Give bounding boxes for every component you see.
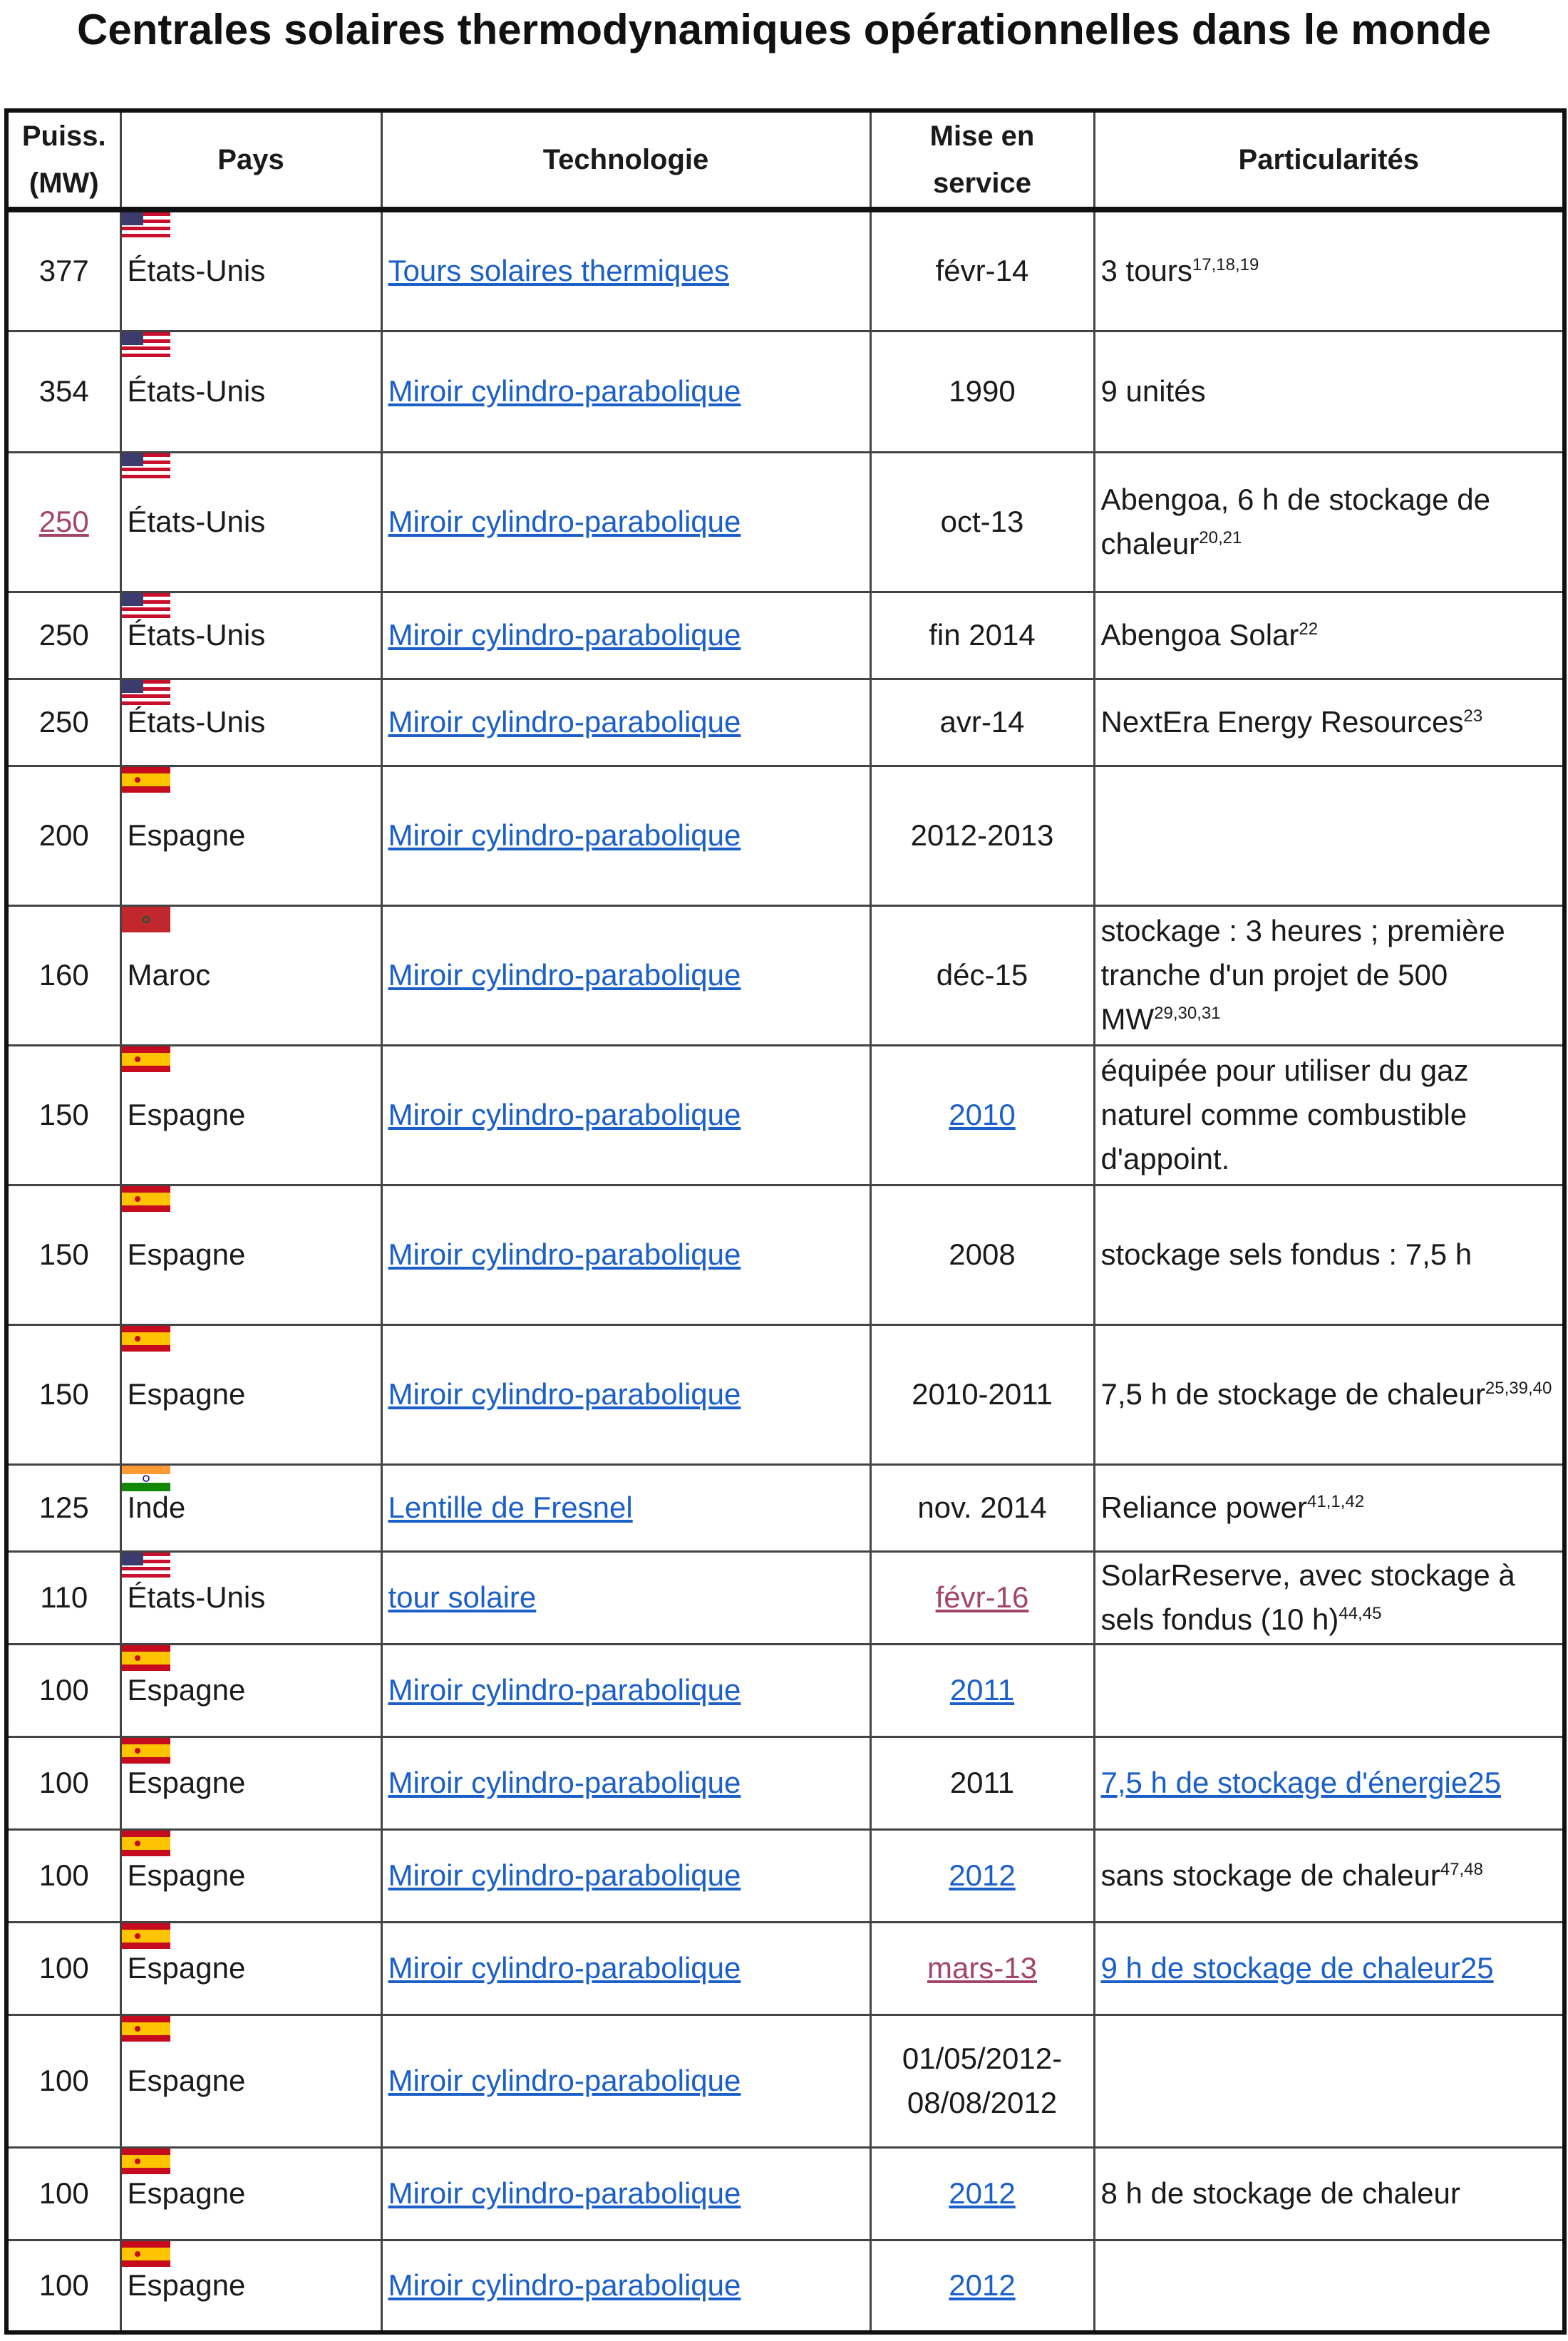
- cell-technology[interactable]: [381, 1829, 870, 1922]
- cell-power: 100: [6, 1829, 120, 1922]
- technology-link[interactable]: Miroir cylindro-parabolique: [388, 2176, 741, 2210]
- cell-country: [120, 1185, 381, 1324]
- country-name: États-Unis: [127, 374, 266, 408]
- cell-features: [1094, 452, 1564, 592]
- spain-flag-icon: [122, 1645, 170, 1671]
- spain-flag-icon: [122, 1186, 170, 1212]
- technology-link[interactable]: Miroir cylindro-parabolique: [388, 1858, 741, 1892]
- cell-features: [1094, 210, 1564, 331]
- features-text: 8 h de stockage de chaleur: [1100, 2176, 1460, 2210]
- table-row: [6, 2015, 1564, 2147]
- cell-power: 110: [6, 1551, 120, 1644]
- table-row: [6, 1464, 1564, 1551]
- power-link[interactable]: 250: [38, 505, 89, 538]
- cell-features: [1094, 1324, 1564, 1464]
- cell-power: 250: [6, 592, 120, 679]
- cell-commissioning: fin 2014: [870, 592, 1094, 679]
- technology-link[interactable]: tour solaire: [388, 1580, 537, 1614]
- morocco-flag-icon: [122, 907, 170, 932]
- country-name: Espagne: [127, 1673, 246, 1707]
- cell-features: [1094, 766, 1564, 905]
- us-flag-icon: [122, 332, 170, 358]
- country-name: Espagne: [127, 1377, 246, 1411]
- features-text: Abengoa Solar: [1100, 618, 1299, 652]
- cell-features: [1094, 2147, 1564, 2240]
- country-name: États-Unis: [127, 705, 266, 739]
- reference-superscript[interactable]: 29,30,31: [1154, 1004, 1221, 1023]
- features-text: NextEra Energy Resources: [1100, 705, 1464, 739]
- cell-technology[interactable]: [381, 1922, 870, 2015]
- reference-superscript[interactable]: 41,1,42: [1307, 1492, 1365, 1511]
- cell-country: [120, 1644, 381, 1737]
- cell-technology[interactable]: [381, 1185, 870, 1324]
- cell-features: [1094, 2015, 1564, 2147]
- cell-features[interactable]: [1094, 1737, 1564, 1829]
- spain-flag-icon: [122, 2241, 170, 2267]
- cell-commissioning: 01/05/2012-08/08/2012: [870, 2015, 1094, 2147]
- cell-technology[interactable]: [381, 679, 870, 766]
- cell-country: [120, 679, 381, 766]
- cell-power[interactable]: [6, 452, 120, 592]
- india-flag-icon: [122, 1466, 170, 1491]
- country-name: Espagne: [127, 1951, 246, 1985]
- features-text: Reliance power: [1100, 1491, 1307, 1524]
- cell-features: [1094, 1185, 1564, 1324]
- cell-features: [1094, 592, 1564, 679]
- cell-features: [1094, 1829, 1564, 1922]
- spain-flag-icon: [122, 1326, 170, 1352]
- country-name: États-Unis: [127, 505, 266, 538]
- features-text: 9 unités: [1100, 374, 1206, 408]
- cell-country: [120, 1829, 381, 1922]
- table-header-row: [6, 110, 1564, 210]
- cell-technology[interactable]: [381, 1644, 870, 1737]
- spain-flag-icon: [122, 2016, 170, 2042]
- spain-flag-icon: [122, 1831, 170, 1856]
- us-flag-icon: [122, 212, 170, 238]
- table-row: [6, 1829, 1564, 1922]
- cell-features[interactable]: [1094, 1922, 1564, 2015]
- cell-commissioning: oct-13: [870, 452, 1094, 592]
- reference-superscript[interactable]: 20,21: [1199, 528, 1242, 547]
- table-row: [6, 1922, 1564, 2015]
- cell-technology[interactable]: [381, 452, 870, 592]
- cell-commissioning[interactable]: [870, 1644, 1094, 1737]
- us-flag-icon: [122, 1553, 170, 1578]
- cell-power: 100: [6, 2240, 120, 2332]
- technology-link[interactable]: Miroir cylindro-parabolique: [388, 1098, 741, 1131]
- spain-flag-icon: [122, 1738, 170, 1764]
- cell-commissioning: 2012-2013: [870, 766, 1094, 905]
- cell-commissioning: 2010-2011: [870, 1324, 1094, 1464]
- spain-flag-icon: [122, 767, 170, 793]
- spain-flag-icon: [122, 1046, 170, 1072]
- cell-technology[interactable]: [381, 331, 870, 452]
- cell-power: 200: [6, 766, 120, 905]
- cell-country: [120, 331, 381, 452]
- us-flag-icon: [122, 680, 170, 706]
- table-row: [6, 766, 1564, 905]
- cell-country: [120, 905, 381, 1045]
- technology-link[interactable]: Miroir cylindro-parabolique: [388, 958, 741, 992]
- table-row: [6, 1551, 1564, 1644]
- cell-commissioning[interactable]: [870, 1922, 1094, 2015]
- technology-link[interactable]: Miroir cylindro-parabolique: [388, 505, 741, 538]
- technology-link[interactable]: Lentille de Fresnel: [388, 1491, 633, 1524]
- cell-country: [120, 2240, 381, 2332]
- country-name: Espagne: [127, 2176, 246, 2210]
- cell-features: [1094, 1551, 1564, 1644]
- cell-technology[interactable]: [381, 210, 870, 331]
- header-country: Pays: [120, 110, 381, 210]
- technology-link[interactable]: Miroir cylindro-parabolique: [388, 1377, 741, 1411]
- cell-country: [120, 1551, 381, 1644]
- cell-technology[interactable]: [381, 2015, 870, 2147]
- technology-link[interactable]: Miroir cylindro-parabolique: [388, 705, 741, 739]
- cell-power: 100: [6, 1922, 120, 2015]
- country-name: États-Unis: [127, 1580, 266, 1614]
- cell-power: 160: [6, 905, 120, 1045]
- date-link[interactable]: 2012: [949, 2268, 1016, 2303]
- country-name: Maroc: [127, 958, 211, 992]
- cell-features: [1094, 679, 1564, 766]
- cell-technology[interactable]: [381, 2240, 870, 2332]
- cell-features: [1094, 905, 1564, 1045]
- cell-power: 100: [6, 1644, 120, 1737]
- cell-country: [120, 1737, 381, 1829]
- cell-power: 250: [6, 679, 120, 766]
- table-row: [6, 905, 1564, 1045]
- cell-technology[interactable]: [381, 1045, 870, 1185]
- cell-technology[interactable]: [381, 2147, 870, 2240]
- date-link[interactable]: févr-16: [935, 1580, 1029, 1614]
- cell-country: [120, 452, 381, 592]
- cell-commissioning[interactable]: [870, 1829, 1094, 1922]
- country-name: Espagne: [127, 2064, 246, 2097]
- cell-country: [120, 1045, 381, 1185]
- header-power: Puiss. (MW): [6, 110, 120, 210]
- features-text: 3 tours: [1100, 254, 1192, 288]
- cell-power: 100: [6, 2015, 120, 2147]
- date-link[interactable]: 2012: [949, 1858, 1016, 1892]
- cell-commissioning[interactable]: [870, 2147, 1094, 2240]
- cell-country: [120, 1324, 381, 1464]
- cell-commissioning[interactable]: [870, 1045, 1094, 1185]
- features-text: SolarReserve, avec stockage à sels fondus (10 h): [1100, 1558, 1515, 1636]
- cell-features: [1094, 331, 1564, 452]
- cell-power: 150: [6, 1324, 120, 1464]
- reference-superscript[interactable]: 47,48: [1440, 1860, 1483, 1879]
- us-flag-icon: [122, 453, 170, 479]
- reference-superscript[interactable]: 23: [1463, 706, 1483, 726]
- cell-technology[interactable]: [381, 905, 870, 1045]
- features-text: stockage : 3 heures ; première tranche d'un projet de 500 MW: [1100, 914, 1505, 1036]
- cell-power: 100: [6, 2147, 120, 2240]
- country-name: Espagne: [127, 818, 246, 852]
- cell-commissioning[interactable]: [870, 2240, 1094, 2332]
- cell-commissioning: 2008: [870, 1185, 1094, 1324]
- table-row: [6, 592, 1564, 679]
- table-row: [6, 1045, 1564, 1185]
- cell-technology[interactable]: [381, 1551, 870, 1644]
- cell-commissioning: févr-14: [870, 210, 1094, 331]
- features-text: Abengoa, 6 h de stockage de chaleur: [1100, 483, 1490, 560]
- reference-superscript[interactable]: 22: [1299, 619, 1319, 639]
- cell-technology[interactable]: [381, 592, 870, 679]
- cell-country: [120, 1922, 381, 2015]
- cell-power: 354: [6, 331, 120, 452]
- technology-link[interactable]: Tours solaires thermiques: [388, 254, 730, 288]
- table-row: [6, 331, 1564, 452]
- table-row: [6, 1737, 1564, 1829]
- header-commissioning: Mise en service: [870, 110, 1094, 210]
- country-name: Espagne: [127, 2268, 246, 2303]
- features-link[interactable]: 9 h de stockage de chaleur25: [1100, 1951, 1494, 1985]
- power-plants-table: [4, 108, 1567, 2335]
- table-row: [6, 1644, 1564, 1737]
- spain-flag-icon: [122, 2149, 170, 2174]
- cell-features: [1094, 2240, 1564, 2332]
- technology-link[interactable]: Miroir cylindro-parabolique: [388, 2064, 741, 2097]
- features-text: équipée pour utiliser du gaz naturel comme combustible d'appoint.: [1100, 1054, 1469, 1175]
- date-link[interactable]: 2011: [949, 1673, 1015, 1707]
- table-row: [6, 2240, 1564, 2332]
- us-flag-icon: [122, 593, 170, 619]
- features-text: stockage sels fondus : 7,5 h: [1100, 1238, 1472, 1271]
- cell-technology[interactable]: [381, 766, 870, 905]
- table-row: [6, 452, 1564, 592]
- country-name: États-Unis: [127, 618, 266, 652]
- cell-country: [120, 592, 381, 679]
- features-text: 7,5 h de stockage de chaleur: [1100, 1377, 1485, 1411]
- cell-power: 150: [6, 1045, 120, 1185]
- cell-power: 150: [6, 1185, 120, 1324]
- technology-link[interactable]: Miroir cylindro-parabolique: [388, 1673, 741, 1707]
- date-link[interactable]: 2012: [949, 2176, 1016, 2210]
- cell-country: [120, 1464, 381, 1551]
- date-link[interactable]: mars-13: [927, 1951, 1038, 1985]
- table-row: [6, 679, 1564, 766]
- cell-commissioning[interactable]: [870, 1551, 1094, 1644]
- country-name: Espagne: [127, 1766, 246, 1799]
- table-row: [6, 210, 1564, 331]
- country-name: Espagne: [127, 1238, 246, 1271]
- cell-power: 125: [6, 1464, 120, 1551]
- cell-commissioning: 1990: [870, 331, 1094, 452]
- features-link[interactable]: 7,5 h de stockage d'énergie25: [1100, 1766, 1501, 1799]
- cell-technology[interactable]: [381, 1737, 870, 1829]
- cell-features: [1094, 1464, 1564, 1551]
- date-link[interactable]: 2010: [949, 1098, 1016, 1131]
- country-name: Espagne: [127, 1858, 246, 1892]
- header-features: Particularités: [1094, 110, 1564, 210]
- cell-technology[interactable]: [381, 1464, 870, 1551]
- cell-country: [120, 2147, 381, 2240]
- table-row: [6, 1185, 1564, 1324]
- cell-features: [1094, 1644, 1564, 1737]
- cell-commissioning: déc-15: [870, 905, 1094, 1045]
- header-technology: Technologie: [381, 110, 870, 210]
- cell-commissioning: nov. 2014: [870, 1464, 1094, 1551]
- cell-features: [1094, 1045, 1564, 1185]
- technology-link[interactable]: Miroir cylindro-parabolique: [388, 618, 741, 652]
- table-row: [6, 1324, 1564, 1464]
- country-name: Espagne: [127, 1098, 246, 1131]
- country-name: Inde: [127, 1491, 186, 1524]
- cell-country: [120, 766, 381, 905]
- cell-commissioning: avr-14: [870, 679, 1094, 766]
- technology-link[interactable]: Miroir cylindro-parabolique: [388, 2268, 741, 2303]
- technology-link[interactable]: Miroir cylindro-parabolique: [388, 1951, 741, 1985]
- country-name: États-Unis: [127, 254, 266, 288]
- page-title: Centrales solaires thermodynamiques opérationnelles dans le monde: [77, 6, 1491, 53]
- reference-superscript[interactable]: 25,39,40: [1485, 1379, 1552, 1398]
- features-text: sans stockage de chaleur: [1100, 1858, 1440, 1892]
- table-row: [6, 2147, 1564, 2240]
- cell-power: 377: [6, 210, 120, 331]
- reference-superscript[interactable]: 44,45: [1339, 1604, 1382, 1623]
- cell-power: 100: [6, 1737, 120, 1829]
- technology-link[interactable]: Miroir cylindro-parabolique: [388, 374, 741, 408]
- spain-flag-icon: [122, 1923, 170, 1949]
- cell-technology[interactable]: [381, 1324, 870, 1464]
- reference-superscript[interactable]: 17,18,19: [1192, 255, 1259, 275]
- technology-link[interactable]: Miroir cylindro-parabolique: [388, 818, 741, 852]
- cell-country: [120, 210, 381, 331]
- cell-country: [120, 2015, 381, 2147]
- table-body: [6, 210, 1564, 2332]
- cell-commissioning: 2011: [870, 1737, 1094, 1829]
- technology-link[interactable]: Miroir cylindro-parabolique: [388, 1766, 741, 1799]
- technology-link[interactable]: Miroir cylindro-parabolique: [388, 1238, 741, 1271]
